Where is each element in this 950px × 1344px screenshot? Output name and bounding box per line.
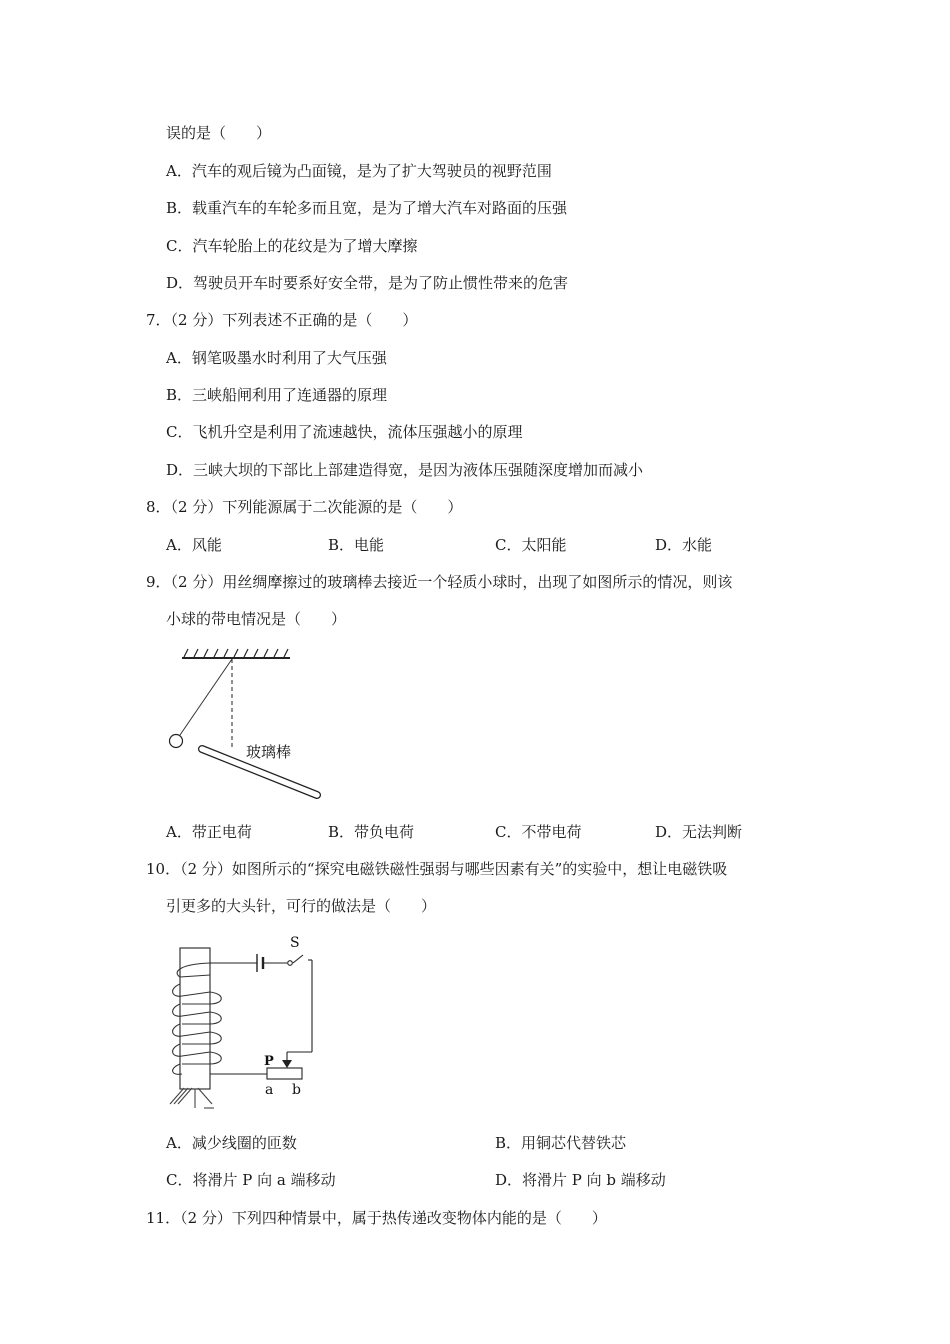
q8-option-d: D．水能 (655, 536, 713, 554)
slider-label-p: P (264, 1054, 274, 1069)
q6-option-b: B．载重汽车的车轮多而且宽，是为了增大汽车对路面的压强 (166, 199, 568, 217)
rheostat (267, 1068, 302, 1079)
q9-option-c: C．不带电荷 (495, 823, 582, 841)
slider-arrow (282, 1060, 292, 1068)
switch-blade (293, 955, 303, 963)
q7-option-b: B．三峡船闸利用了连通器的原理 (166, 386, 388, 404)
string (180, 659, 232, 735)
q9-option-a: A．带正电荷 (166, 823, 252, 841)
q7-option-a: A．钢笔吸墨水时利用了大气压强 (166, 349, 387, 367)
end-label-b: b (292, 1082, 301, 1098)
switch-contact (288, 961, 293, 966)
pendulum-figure (160, 645, 340, 805)
question-6-stem-continuation: 误的是（ ） (166, 124, 272, 142)
q8-option-b: B．电能 (328, 536, 385, 554)
q8-option-a: A．风能 (166, 536, 222, 554)
switch-label-s: S (290, 935, 300, 951)
q10-option-c: C．将滑片 P 向 a 端移动 (166, 1171, 336, 1189)
q10-option-a: A．减少线圈的匝数 (166, 1134, 297, 1152)
question-7-stem: 7．（2 分）下列表述不正确的是（ ） (146, 311, 418, 329)
q6-option-c: C．汽车轮胎上的花纹是为了增大摩擦 (166, 237, 418, 255)
question-10-stem-line1: 10．（2 分）如图所示的“探究电磁铁磁性强弱与哪些因素有关”的实验中，想让电磁铁吸 (146, 860, 728, 878)
question-8-stem: 8．（2 分）下列能源属于二次能源的是（ ） (146, 498, 463, 516)
q8-option-c: C．太阳能 (495, 536, 567, 554)
question-10-stem-line2: 引更多的大头针，可行的做法是（ ） (166, 897, 437, 915)
q7-option-c: C．飞机升空是利用了流速越快，流体压强越小的原理 (166, 423, 523, 441)
q7-option-d: D．三峡大坝的下部比上部建造得宽，是因为液体压强随深度增加而减小 (166, 461, 644, 479)
q9-option-b: B．带负电荷 (328, 823, 415, 841)
glass-rod-label: 玻璃棒 (246, 743, 292, 761)
circuit-wires (210, 955, 312, 1074)
question-11-stem: 11．（2 分）下列四种情景中，属于热传递改变物体内能的是（ ） (146, 1209, 607, 1227)
q10-option-d: D．将滑片 P 向 b 端移动 (495, 1171, 666, 1189)
question-9-stem-line2: 小球的带电情况是（ ） (166, 610, 347, 628)
question-9-stem-line1: 9．（2 分）用丝绸摩擦过的玻璃棒去接近一个轻质小球时，出现了如图所示的情况，则该 (146, 573, 733, 591)
ceiling-hatch (182, 649, 290, 658)
electromagnet-circuit-figure (160, 932, 330, 1114)
q9-option-d: D．无法判断 (655, 823, 743, 841)
q10-option-b: B．用铜芯代替铁芯 (495, 1134, 627, 1152)
light-ball (170, 735, 183, 748)
end-label-a: a (265, 1082, 274, 1098)
ground-hatch (170, 1088, 214, 1108)
q6-option-d: D．驾驶员开车时要系好安全带，是为了防止惯性带来的危害 (166, 274, 569, 292)
q6-option-a: A．汽车的观后镜为凸面镜，是为了扩大驾驶员的视野范围 (166, 162, 552, 180)
iron-core (180, 948, 210, 1089)
